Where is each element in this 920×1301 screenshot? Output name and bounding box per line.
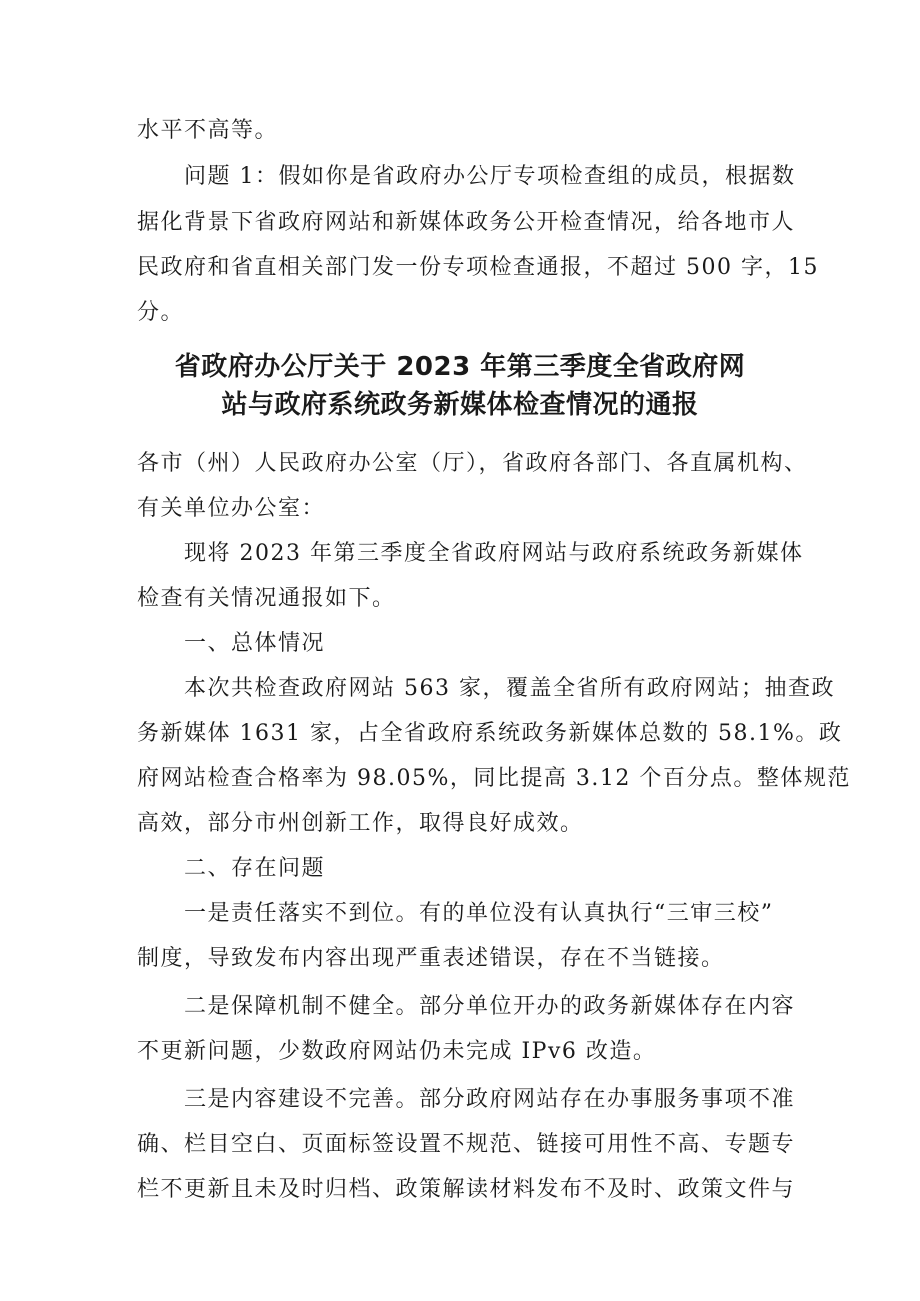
question-line-2: 据化背景下省政府网站和新媒体政务公开检查情况，给各地市人 [137,210,796,235]
overview-line-2: 务新媒体 1631 家，占全省政府系统政务新媒体总数的 58.1%。政 [137,721,843,746]
problem-2-line-1: 二是保障机制不健全。部分单位开办的政务新媒体存在内容 [184,994,796,1019]
notice-title-line-1: 省政府办公厅关于 2023 年第三季度全省政府网 [174,352,746,382]
notice-title-line-2: 站与政府系统政务新媒体检查情况的通报 [221,390,699,420]
section-heading-problems: 二、存在问题 [184,856,326,881]
question-line-1: 问题 1：假如你是省政府办公厅专项检查组的成员，根据数 [184,164,796,189]
problem-1-line-2: 制度，导致发布内容出现严重表述错误，存在不当链接。 [137,946,725,971]
overview-line-1: 本次共检查政府网站 563 家，覆盖全省所有政府网站；抽查政 [184,676,835,701]
intro-line-1: 水平不高等。 [137,118,279,143]
problem-3-line-3: 栏不更新且未及时归档、政策解读材料发布不及时、政策文件与 [137,1177,796,1202]
opening-line-1: 现将 2023 年第三季度全省政府网站与政府系统政务新媒体 [184,541,804,566]
section-heading-overview: 一、总体情况 [184,631,326,656]
problem-3-line-2: 确、栏目空白、页面标签设置不规范、链接可用性不高、专题专 [137,1132,796,1157]
question-line-4: 分。 [137,300,185,325]
problem-1-line-1: 一是责任落实不到位。有的单位没有认真执行“三审三校” [184,901,774,926]
addressee-line-2: 有关单位办公室： [137,496,326,521]
overview-line-4: 高效，部分市州创新工作，取得良好成效。 [137,811,584,836]
opening-line-2: 检查有关情况通报如下。 [137,586,396,611]
problem-3-line-1: 三是内容建设不完善。部分政府网站存在办事服务事项不准 [184,1087,796,1112]
overview-line-3: 府网站检查合格率为 98.05%，同比提高 3.12 个百分点。整体规范 [137,766,851,791]
addressee-line-1: 各市（州）人民政府办公室（厅），省政府各部门、各直属机构、 [137,451,808,476]
problem-2-line-2: 不更新问题，少数政府网站仍未完成 IPv6 改造。 [137,1039,657,1064]
question-line-3: 民政府和省直相关部门发一份专项检查通报，不超过 500 字，15 [137,255,819,280]
